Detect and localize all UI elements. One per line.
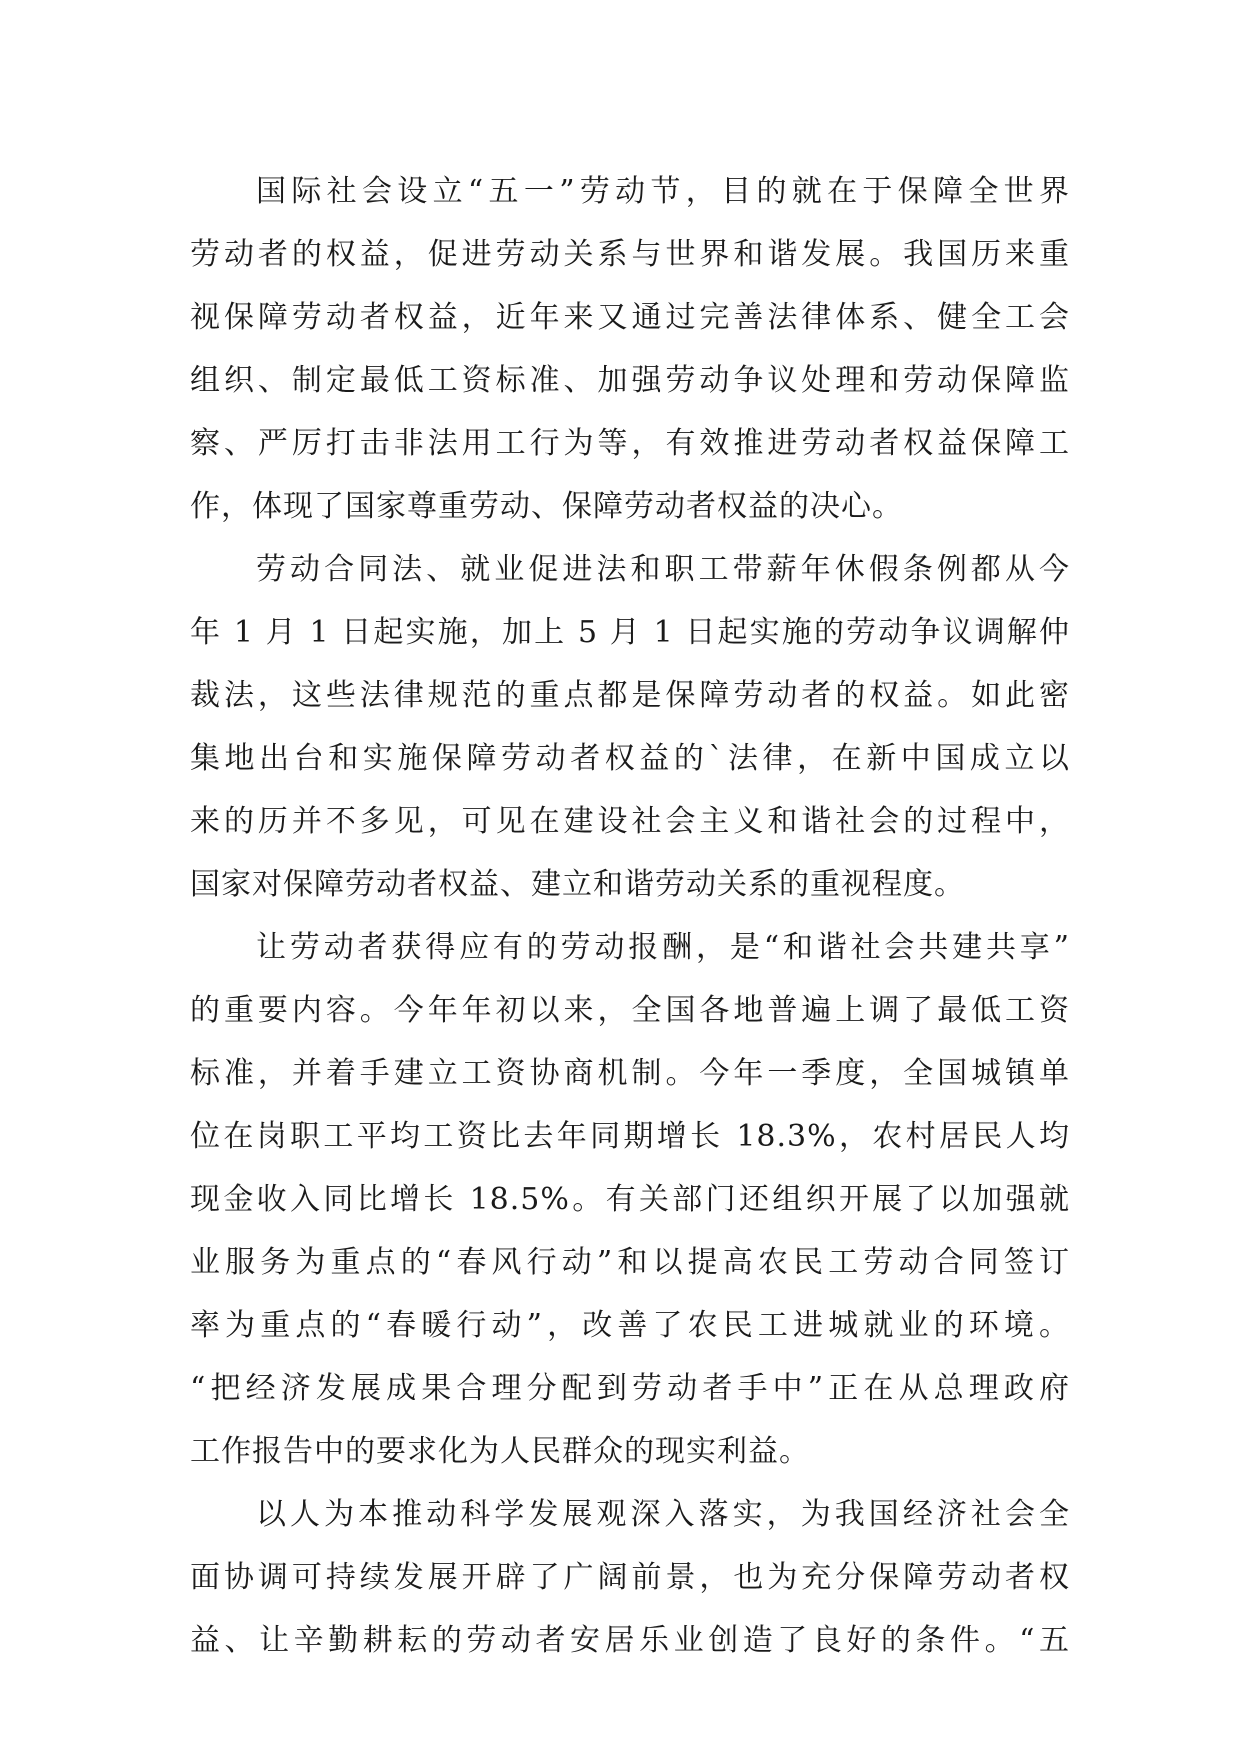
text-line: 业服务为重点的“春风行动”和以提高农民工劳动合同签订	[190, 1245, 1070, 1280]
text-line: 裁法，这些法律规范的重点都是保障劳动者的权益。如此密	[190, 678, 1070, 713]
text-line: 位在岗职工平均工资比去年同期增长 18.3%，农村居民人均	[190, 1119, 1070, 1154]
text-line: 年 1 月 1 日起实施，加上 5 月 1 日起实施的劳动争议调解仲	[190, 615, 1070, 650]
text-line: 劳动合同法、就业促进法和职工带薪年休假条例都从今	[256, 552, 1070, 587]
text-line: 作，体现了国家尊重劳动、保障劳动者权益的决心。	[190, 489, 903, 524]
text-line: 集地出台和实施保障劳动者权益的`法律，在新中国成立以	[190, 741, 1070, 776]
text-line: 标准，并着手建立工资协商机制。今年一季度，全国城镇单	[190, 1056, 1070, 1091]
text-line: 劳动者的权益，促进劳动关系与世界和谐发展。我国历来重	[190, 237, 1070, 272]
text-line: “把经济发展成果合理分配到劳动者手中”正在从总理政府	[190, 1371, 1070, 1406]
text-line: 察、严厉打击非法用工行为等，有效推进劳动者权益保障工	[190, 426, 1070, 461]
text-line: 让劳动者获得应有的劳动报酬，是“和谐社会共建共享”	[256, 930, 1070, 965]
paragraph	[190, 160, 1070, 538]
body-text	[190, 160, 1070, 1672]
text-line: 来的历并不多见，可见在建设社会主义和谐社会的过程中，	[190, 804, 1070, 839]
text-line: 视保障劳动者权益，近年来又通过完善法律体系、健全工会	[190, 300, 1070, 335]
text-line: 益、让辛勤耕耘的劳动者安居乐业创造了良好的条件。“五	[190, 1623, 1070, 1658]
paragraph	[190, 538, 1070, 916]
text-line: 国际社会设立“五一”劳动节，目的就在于保障全世界	[256, 174, 1070, 209]
paragraph	[190, 916, 1070, 1483]
text-line: 以人为本推动科学发展观深入落实，为我国经济社会全	[256, 1497, 1070, 1532]
text-line: 率为重点的“春暖行动”，改善了农民工进城就业的环境。	[190, 1308, 1070, 1343]
text-line: 工作报告中的要求化为人民群众的现实利益。	[190, 1434, 810, 1469]
text-line: 国家对保障劳动者权益、建立和谐劳动关系的重视程度。	[190, 867, 965, 902]
paragraph	[190, 1483, 1070, 1672]
text-line: 组织、制定最低工资标准、加强劳动争议处理和劳动保障监	[190, 363, 1070, 398]
text-line: 面协调可持续发展开辟了广阔前景，也为充分保障劳动者权	[190, 1560, 1070, 1595]
text-line: 的重要内容。今年年初以来，全国各地普遍上调了最低工资	[190, 993, 1070, 1028]
text-line: 现金收入同比增长 18.5%。有关部门还组织开展了以加强就	[190, 1182, 1070, 1217]
